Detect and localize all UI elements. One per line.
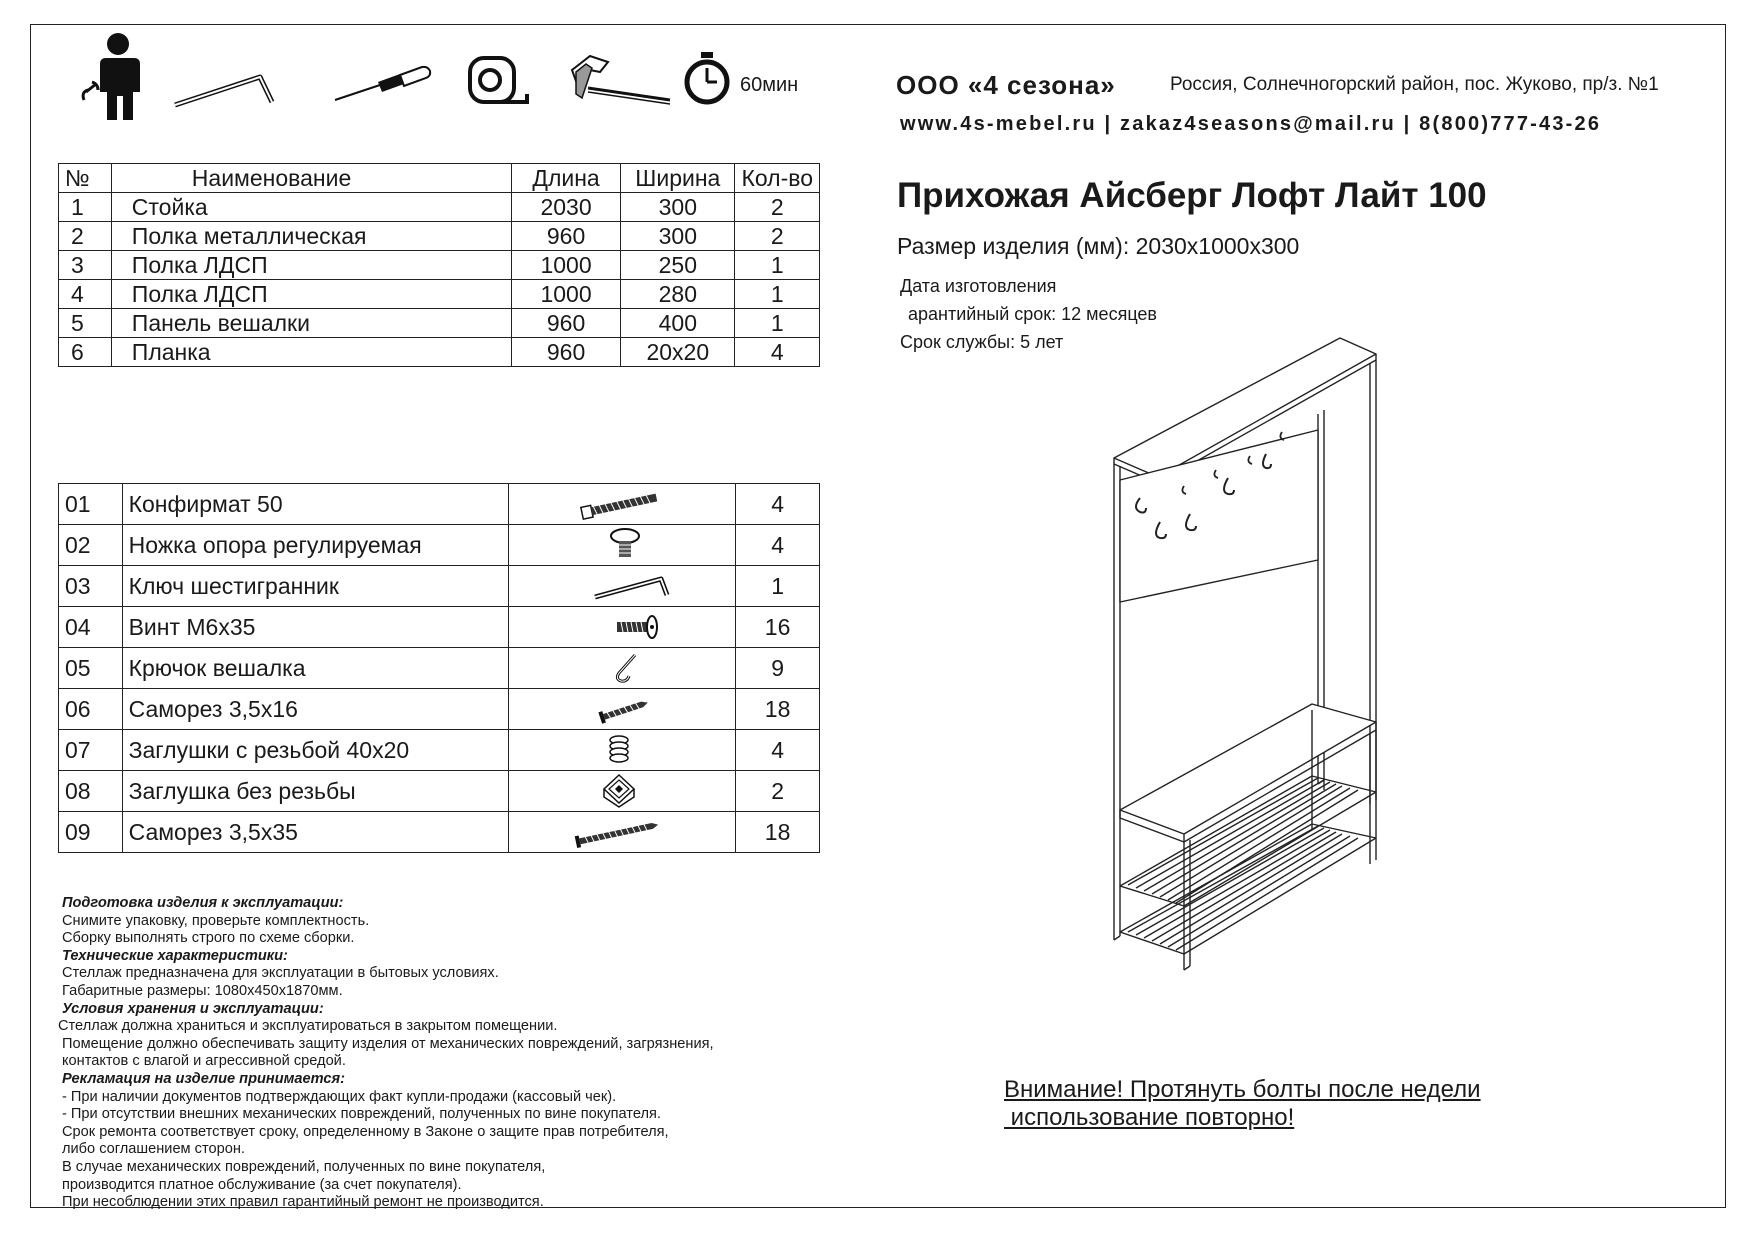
hallway-rack-drawing <box>1100 330 1400 990</box>
table-row: 6 Планка 960 20х20 4 <box>59 338 820 367</box>
hex-key-tool-icon <box>175 77 272 105</box>
header-length: Длина <box>511 164 620 193</box>
assembly-time: 60мин <box>740 74 799 96</box>
table-row: 2 Полка металлическая 960 300 2 <box>59 222 820 251</box>
tape-measure-icon <box>470 58 527 102</box>
long-screw-icon <box>509 813 733 851</box>
confirmat-screw-icon <box>509 485 733 523</box>
tools-row <box>80 30 800 110</box>
table-row: 09 Саморез 3,5х35 18 <box>59 812 820 853</box>
table-row: 04 Винт М6х35 16 <box>59 607 820 648</box>
product-title: Прихожая Айсберг Лофт Лайт 100 <box>897 176 1487 215</box>
warranty-period: арантийный срок: 12 месяцев <box>908 304 1157 324</box>
table-row: 3 Полка ЛДСП 1000 250 1 <box>59 251 820 280</box>
short-screw-icon <box>509 690 733 728</box>
hex-key-icon <box>509 567 733 605</box>
manufacture-date: Дата изготовления <box>900 276 1057 296</box>
header-number: № <box>59 164 112 193</box>
table-row: 07 Заглушки с резьбой 40х20 4 <box>59 730 820 771</box>
warning-note: Внимание! Протянуть болты после недели использование повторно! <box>1004 1076 1481 1131</box>
stopwatch-icon <box>687 52 727 102</box>
table-row: 02 Ножка опора регулируемая 4 <box>59 525 820 566</box>
table-row: 4 Полка ЛДСП 1000 280 1 <box>59 280 820 309</box>
hammer-icon <box>572 56 670 104</box>
header-name: Наименование <box>111 164 511 193</box>
plug-icon <box>509 772 733 810</box>
threaded-plug-icon <box>509 731 733 769</box>
company-name: ООО «4 сезона» <box>896 70 1116 100</box>
person-icon <box>83 33 140 120</box>
adjustable-foot-icon <box>509 526 733 564</box>
screwdriver-icon <box>335 67 430 100</box>
table-row: 03 Ключ шестигранник 1 <box>59 566 820 607</box>
company-contacts: www.4s-mebel.ru | zakaz4seasons@mail.ru | 8(800)777-43-26 <box>900 113 1602 135</box>
service-life: Срок службы: 5 лет <box>900 332 1064 352</box>
product-size: Размер изделия (мм): 2030х1000х300 <box>897 233 1300 259</box>
table-row: 5 Панель вешалки 960 400 1 <box>59 309 820 338</box>
instructions-notes: Подготовка изделия к эксплуатации: Снимите упаковку, проверьте комплектность. Сборку выполнять строго по схеме сборки. Технические характеристики: Стеллаж предназначена для эксплуатации в бытовых условиях. Габаритные размеры: 1080х450х1870мм. Условия хранения и эксплуатации: Стеллаж должна храниться и эксплуатироваться в закрытом помещении. Помещение должно обеспечивать защиту изделия от механических повреждений, загрязнения, контактов с влагой и агрессивной средой. Рекламация на изделие принимается: - При наличии документов подтверждающих факт купли-продажи (кассовый чек). - При отсутствии внешних механических повреждений, полученных по вине покупателя. Срок ремонта соответствует сроку, определенному в Законе о защите прав потребителя, либо соглашением сторон. В случае механических повреждений, полученных по вине покупателя, производится платное обслуживание (за счет покупателя). При несоблюдении этих правил гарантийный ремонт не производится. <box>58 895 714 1211</box>
company-address: Россия, Солнечногорский район, пос. Жуково, пр/з. №1 <box>1170 74 1659 95</box>
table-row: 06 Саморез 3,5х16 18 <box>59 689 820 730</box>
parts-table-header <box>59 164 820 193</box>
header-width: Ширина <box>621 164 735 193</box>
bolt-icon <box>509 608 733 646</box>
hook-icon <box>509 649 733 687</box>
table-row: 1 Стойка 2030 300 2 <box>59 193 820 222</box>
header-quantity: Кол-во <box>735 164 820 193</box>
table-row: 08 Заглушка без резьбы 2 <box>59 771 820 812</box>
hardware-table <box>58 483 820 853</box>
parts-table <box>58 163 820 367</box>
table-row: 05 Крючок вешалка 9 <box>59 648 820 689</box>
table-row: 01 Конфирмат 50 4 <box>59 484 820 525</box>
